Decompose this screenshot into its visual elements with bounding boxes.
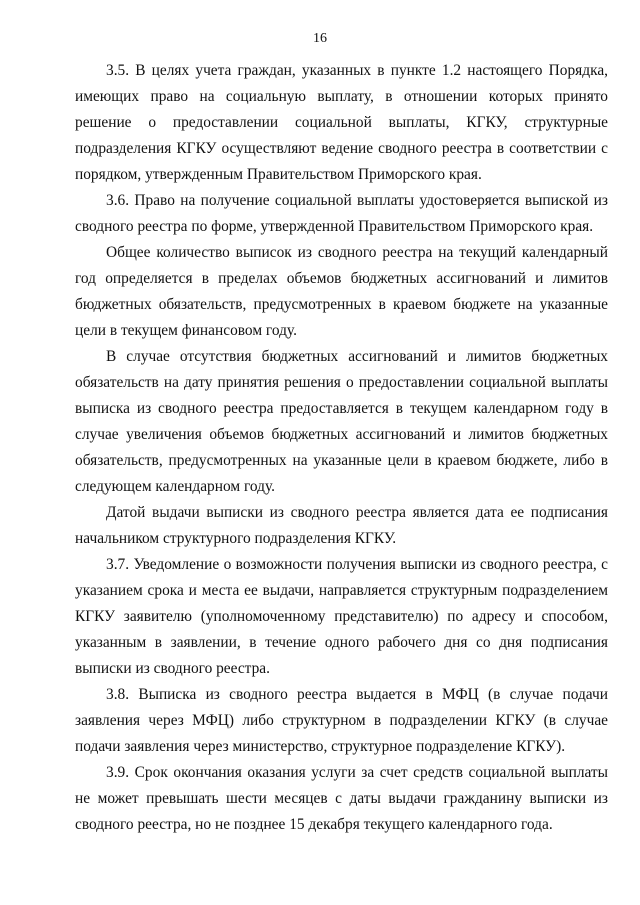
paragraph-no-allocations: В случае отсутствия бюджетных ассигнований и лимитов бюджетных обязательств на дату принятия решения о предоставлении социальной выплаты выписка из сводного реестра предоставляется в текущем календарном году в случае увеличения объемов бюджетных ассигнований и лимитов бюджетных обязательств, предусмотренных на указанные цели в краевом бюджете, либо в следующем календарном году. [75, 348, 608, 495]
paragraph-issue-date: Датой выдачи выписки из сводного реестра является дата ее подписания начальником структурного подразделения КГКУ. [75, 504, 608, 547]
paragraph-total-extracts: Общее количество выписок из сводного реестра на текущий календарный год определяется в пределах объемов бюджетных ассигнований и лимитов бюджетных обязательств, предусмотренных в краевом бюджете на указанные цели в текущем финансовом году. [75, 244, 608, 339]
paragraph-3-5: 3.5. В целях учета граждан, указанных в пункте 1.2 настоящего Порядка, имеющих право на социальную выплату, в отношении которых принято решение о предоставлении социальной выплаты, КГКУ, структурные подразделения КГКУ осуществляют ведение сводного реестра в соответствии с порядком, утвержденным Правительством Приморского края. [75, 62, 608, 183]
paragraph-3-7: 3.7. Уведомление о возможности получения выписки из сводного реестра, с указанием срока и места ее выдачи, направляется структурным подразделением КГКУ заявителю (уполномоченному представителю) по адресу и способом, указанным в заявлении, в течение одного рабочего дня со дня подписания выписки из сводного реестра. [75, 556, 608, 677]
paragraph-3-6: 3.6. Право на получение социальной выплаты удостоверяется выпиской из сводного реестра по форме, утвержденной Правительством Приморского края. [75, 192, 608, 235]
page-number: 16 [313, 31, 327, 46]
paragraph-3-8: 3.8. Выписка из сводного реестра выдается в МФЦ (в случае подачи заявления через МФЦ) либо структурном в подразделении КГКУ (в случае подачи заявления через министерство, структурное подразделение КГКУ). [75, 686, 608, 755]
document-body [75, 58, 608, 838]
paragraph-3-9: 3.9. Срок окончания оказания услуги за счет средств социальной выплаты не может превышать шести месяцев с даты выдачи гражданину выписки из сводного реестра, но не позднее 15 декабря текущего календарного года. [75, 764, 608, 833]
